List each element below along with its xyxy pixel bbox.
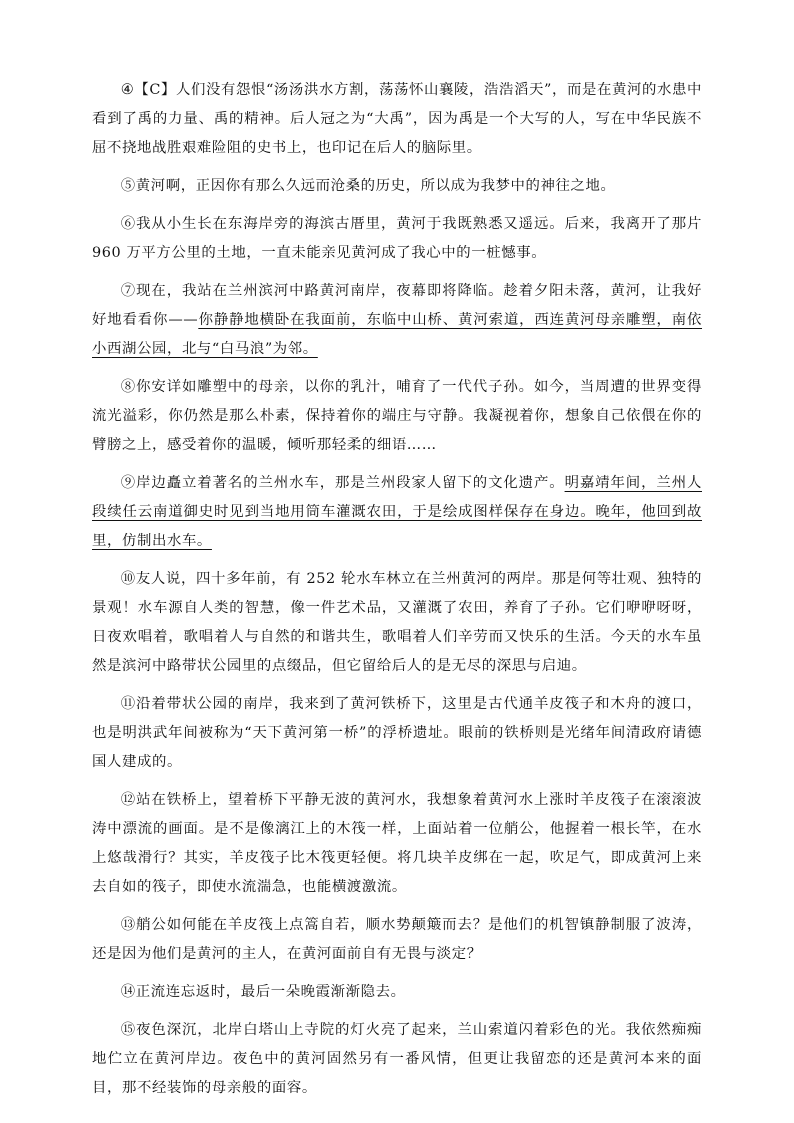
paragraph-9 <box>92 469 702 556</box>
paragraph-text: ⑨岸边矗立着著名的兰州水车，那是兰州段家人留下的文化遗产。 <box>120 475 565 491</box>
underlined-sentence: 明嘉靖年间，兰州人段续任云南道御史时见到当地用筒车灌溉农田，于是绘成图样保存在身边。晚年，他回到故里，仿制出水车。 <box>92 475 702 549</box>
paragraph-15 <box>92 1016 702 1103</box>
paragraph-12 <box>92 786 702 902</box>
paragraph-text: ⑪沿着带状公园的南岸，我来到了黄河铁桥下，这里是古代通羊皮筏子和木舟的渡口，也是明洪武年间被称为“天下黄河第一桥”的浮桥遗址。眼前的铁桥则是光绪年间清政府请德国人建成的。 <box>92 696 702 770</box>
paragraph-text: ⑬艄公如何能在羊皮筏上点篙自若，顺水势颠簸而去？是他们的机智镇静制服了波涛，还是因为他们是黄河的主人，在黄河面前自有无畏与淡定？ <box>92 917 702 962</box>
paragraph-text: ⑦现在，我站在兰州滨河中路黄河南岸，夜幕即将降临。趁着夕阳未落，黄河，让我好好地看看你—— <box>92 283 702 328</box>
paragraph-10 <box>92 565 702 681</box>
paragraph-text: ⑮夜色深沉，北岸白塔山上寺院的灯火亮了起来，兰山索道闪着彩色的光。我依然痴痴地伫立在黄河岸边。夜色中的黄河固然另有一番风情，但更让我留恋的还是黄河本来的面目，那不经装饰的母亲般的面容。 <box>92 1022 702 1096</box>
paragraph-13 <box>92 911 702 969</box>
paragraph-6 <box>92 210 702 268</box>
article-body <box>92 76 702 1103</box>
paragraph-5 <box>92 172 702 201</box>
paragraph-text: ⑧你安详如雕塑中的母亲，以你的乳汁，哺育了一代代子孙。如今，当周遭的世界变得流光溢彩，你仍然是那么朴素，保持着你的端庄与守静。我凝视着你，想象自己依偎在你的臂膀之上，感受着你的温暖，倾听那轻柔的细语…… <box>92 379 702 453</box>
paragraph-text: ⑫站在铁桥上，望着桥下平静无波的黄河水，我想象着黄河水上涨时羊皮筏子在滚滚波涛中漂流的画面。是不是像漓江上的木筏一样，上面站着一位艄公，他握着一根长竿，在水上悠哉滑行？其实，羊皮筏子比木筏更轻便。将几块羊皮绑在一起，吹足气，即成黄河上来去自如的筏子，即使水流湍急，也能横渡激流。 <box>92 792 702 895</box>
paragraph-11 <box>92 690 702 777</box>
paragraph-7 <box>92 277 702 364</box>
paragraph-text: ⑥我从小生长在东海岸旁的海滨古厝里，黄河于我既熟悉又遥远。后来，我离开了那片 960 万平方公里的土地，一直未能亲见黄河成了我心中的一桩憾事。 <box>92 216 702 261</box>
paragraph-text: ⑩友人说，四十多年前，有 252 轮水车林立在兰州黄河的两岸。那是何等壮观、独特的景观！水车源自人类的智慧，像一件艺术品，又灌溉了农田，养育了子孙。它们咿咿呀呀，日夜欢唱着，歌唱着人与自然的和谐共生，歌唱着人们辛劳而又快乐的生活。今天的水车虽然是滨河中路带状公园里的点缀品，但它留给后人的是无尽的深思与启迪。 <box>92 571 702 674</box>
paragraph-8 <box>92 373 702 460</box>
paragraph-14 <box>92 978 702 1007</box>
paragraph-text: ⑭正流连忘返时，最后一朵晚霞渐渐隐去。 <box>120 984 406 1000</box>
paragraph-4 <box>92 76 702 163</box>
paragraph-text: ⑤黄河啊，正因你有那么久远而沧桑的历史，所以成为我梦中的神往之地。 <box>120 178 616 194</box>
underlined-sentence: 你静静地横卧在我面前，东临中山桥、黄河索道，西连黄河母亲雕塑，南依小西湖公园，北与“白马浪”为邻。 <box>92 312 703 357</box>
paragraph-text: ④【C】人们没有怨恨“汤汤洪水方割，荡荡怀山襄陵，浩浩滔天”，而是在黄河的水患中看到了禹的力量、禹的精神。后人冠之为“大禹”，因为禹是一个大写的人，写在中华民族不屈不挠地战胜艰难险阻的史书上，也印记在后人的脑际里。 <box>92 82 702 156</box>
